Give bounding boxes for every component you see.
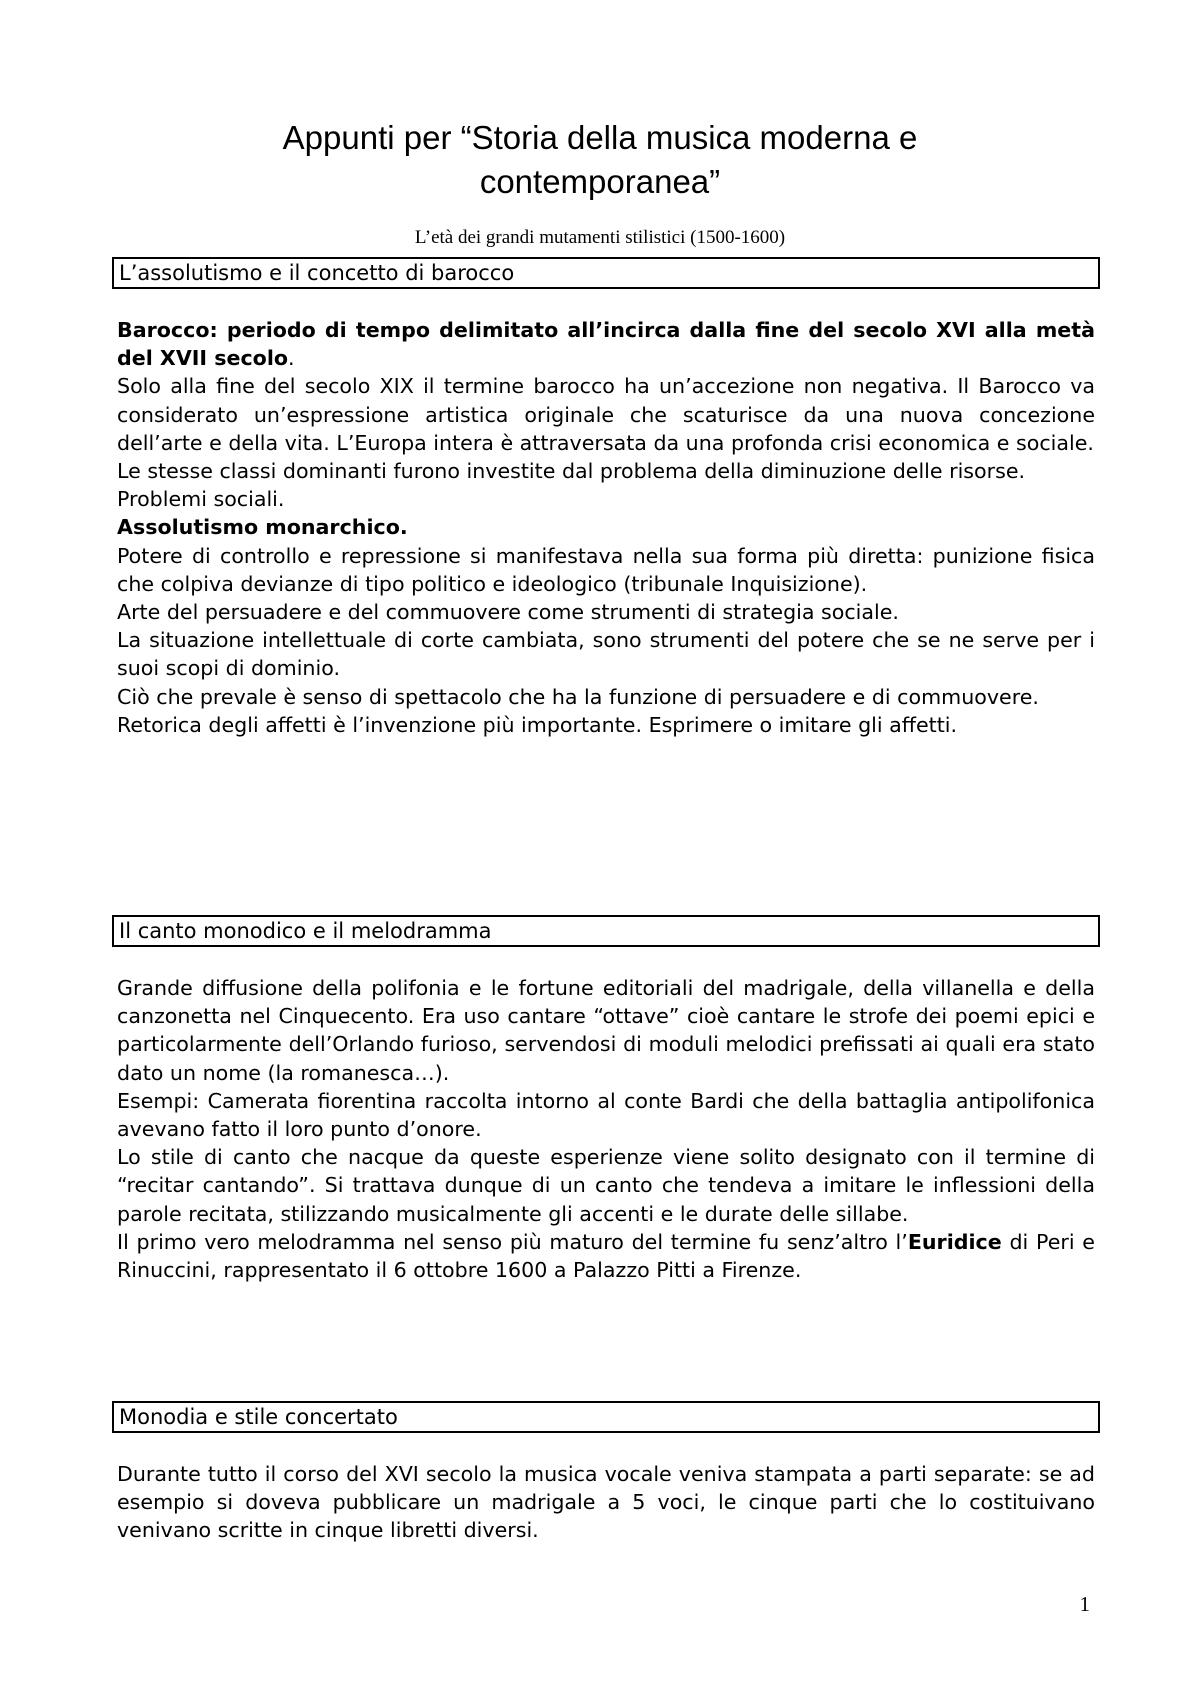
section-body-monodia bbox=[117, 1460, 1095, 1545]
document-subtitle: L’età dei grandi mutamenti stilistici (1500-1600) bbox=[414, 227, 786, 248]
text: di Peri e Rinuccini, rappresentato il 6 ottobre 1600 a Palazzo Pitti a Firenze. bbox=[117, 1229, 1095, 1283]
title-line-1: Appunti per “Storia della musica moderna e bbox=[282, 119, 918, 156]
paragraph: Esempi: Camerata fiorentina raccolta intorno al conte Bardi che della battaglia antipolifonica avevano fatto il loro punto d’onore. bbox=[117, 1088, 1095, 1142]
paragraph bbox=[117, 316, 1095, 372]
title-line-2: contemporanea” bbox=[479, 163, 721, 200]
paragraph: Problemi sociali. bbox=[117, 487, 285, 512]
text: . bbox=[288, 346, 295, 371]
paragraph: Arte del persuadere e del commuovere come strumenti di strategia sociale. bbox=[117, 600, 899, 625]
text: Il primo vero melodramma nel senso più maturo del termine fu senz’altro l’ bbox=[117, 1229, 908, 1254]
paragraph: Durante tutto il corso del XVI secolo la musica vocale veniva stampata a parti separate: se ad esempio si doveva pubblicare un madrigale a 5 voci, le cinque parti che lo costituivano venivano scritte in cinque libretti diversi. bbox=[117, 1462, 1095, 1543]
bold-text: Barocco: periodo di tempo delimitato all’incirca dalla fine del secolo XVI alla metà del XVII secolo bbox=[117, 318, 1095, 371]
paragraph: Solo alla fine del secolo XIX il termine barocco ha un’accezione non negativa. Il Barocco va considerato un’espressione artistica originale che scaturisce da una nuova concezione dell’arte e della vita. L’Europa intera è attraversata da una profonda crisi economica e sociale. bbox=[117, 374, 1095, 455]
paragraph: La situazione intellettuale di corte cambiata, sono strumenti del potere che se ne serve per i suoi scopi di dominio. bbox=[117, 628, 1095, 681]
paragraph: Retorica degli affetti è l’invenzione più importante. Esprimere o imitare gli affetti. bbox=[117, 712, 958, 737]
bold-text: Euridice bbox=[907, 1229, 1002, 1254]
paragraph: Potere di controllo e repressione si manifestava nella sua forma più diretta: punizione fisica che colpiva devianze di tipo politico e ideologico (tribunale Inquisizione). bbox=[117, 543, 1095, 596]
section-heading-canto-monodico: Il canto monodico e il melodramma bbox=[112, 915, 1100, 947]
paragraph: Le stesse classi dominanti furono investite dal problema della diminuzione delle risorse. bbox=[117, 459, 1026, 484]
page-number: 1 bbox=[1079, 1592, 1090, 1616]
paragraph-bold: Assolutismo monarchico. bbox=[117, 515, 408, 540]
section-body-assolutismo bbox=[117, 316, 1095, 739]
section-heading-monodia: Monodia e stile concertato bbox=[112, 1401, 1100, 1433]
document-title bbox=[200, 116, 1000, 204]
section-heading-assolutismo: L’assolutismo e il concetto di barocco bbox=[112, 257, 1100, 289]
paragraph: Grande diffusione della polifonia e le fortune editoriali del madrigale, della villanella e della canzonetta nel Cinquecento. Era uso cantare “ottave” cioè cantare le strofe dei poemi epici e particolarmente dell’Orlando furioso, servendosi di moduli melodici prefissati ai quali era stato dato un nome (la romanesca…). bbox=[117, 976, 1095, 1085]
section-body-canto-monodico bbox=[117, 974, 1095, 1284]
paragraph bbox=[117, 1228, 1095, 1284]
paragraph: Ciò che prevale è senso di spettacolo che ha la funzione di persuadere e di commuovere. bbox=[117, 684, 1039, 709]
paragraph: Lo stile di canto che nacque da queste esperienze viene solito designato con il termine di “recitar cantando”. Si trattava dunque di un canto che tendeva a imitare le inflessioni della parole recitata, stilizzando musicalmente gli accenti e le durate delle sillabe. bbox=[117, 1145, 1095, 1226]
